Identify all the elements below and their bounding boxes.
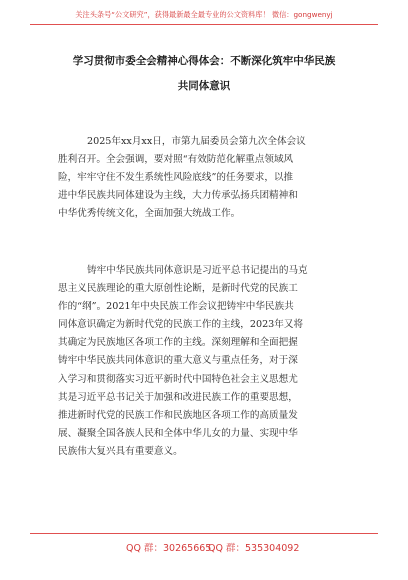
paragraph-1-line: 中华优秀传统文化，全面加强大统战工作。 (58, 208, 241, 220)
header-divider (30, 24, 378, 25)
paragraph-2-line: 入学习和贯彻落实习近平新时代中国特色社会主义思想尤 (58, 373, 298, 385)
paragraph-2-line: 思主义民族理论的重大原创性论断，是新时代党的民族工 (58, 283, 298, 295)
paragraph-2 (58, 262, 350, 461)
paragraph-2-line: 铸牢中华民族共同体意识的重大意义与重点任务，对于深 (58, 355, 298, 367)
document-title-line-1: 学习贯彻市委全会精神心得体会：不断深化筑牢中华民族 (72, 55, 336, 67)
paragraph-2-line: 作的“纲”。2021年中央民族工作会议把铸牢中华民族共 (58, 301, 294, 313)
paragraph-2-line: 其确定为民族地区各项工作的主线。深刻理解和全面把握 (58, 337, 298, 349)
paragraph-2-line: 其是习近平总书记关于加强和改进民族工作的重要思想， (58, 391, 298, 403)
paragraph-1-line: 胜利召开。全会强调，要对照“有效防范化解重点领域风 (58, 154, 294, 166)
paragraph-1-line: 险，牢牢守住不发生系统性风险底线”的任务要求，以推 (58, 172, 294, 184)
paragraph-1-line: 2025年xx月xx日，市第九届委员会第九次全体会议 (87, 136, 306, 147)
paragraph-2-line: 民族伟大复兴具有重要意义。 (58, 445, 183, 457)
document-title-line-2: 共同体意识 (177, 80, 231, 92)
footer-qq-group-2: QQ 群：535304092 (208, 543, 300, 554)
paragraph-1 (58, 133, 350, 223)
footer-qq-group-1: QQ 群：30265665 (126, 543, 212, 554)
paragraph-2-line: 铸牢中华民族共同体意识是习近平总书记提出的马克 (87, 265, 308, 276)
paragraph-1-line: 进中华民族共同体建设为主线，大力传承弘扬兵团精神和 (58, 190, 298, 202)
paragraph-2-line: 展、凝聚全国各族人民和全体中华儿女的力量、实现中华 (58, 427, 298, 439)
footer-divider (30, 533, 378, 534)
paragraph-2-line: 同体意识确定为新时代党的民族工作的主线，2023年又将 (58, 319, 304, 331)
header-banner: 关注头条号“公文研究”，获得最新最全最专业的公文资料库！ 微信：gongwenyj (75, 10, 333, 19)
paragraph-2-line: 推进新时代党的民族工作和民族地区各项工作的高质量发 (58, 409, 298, 421)
